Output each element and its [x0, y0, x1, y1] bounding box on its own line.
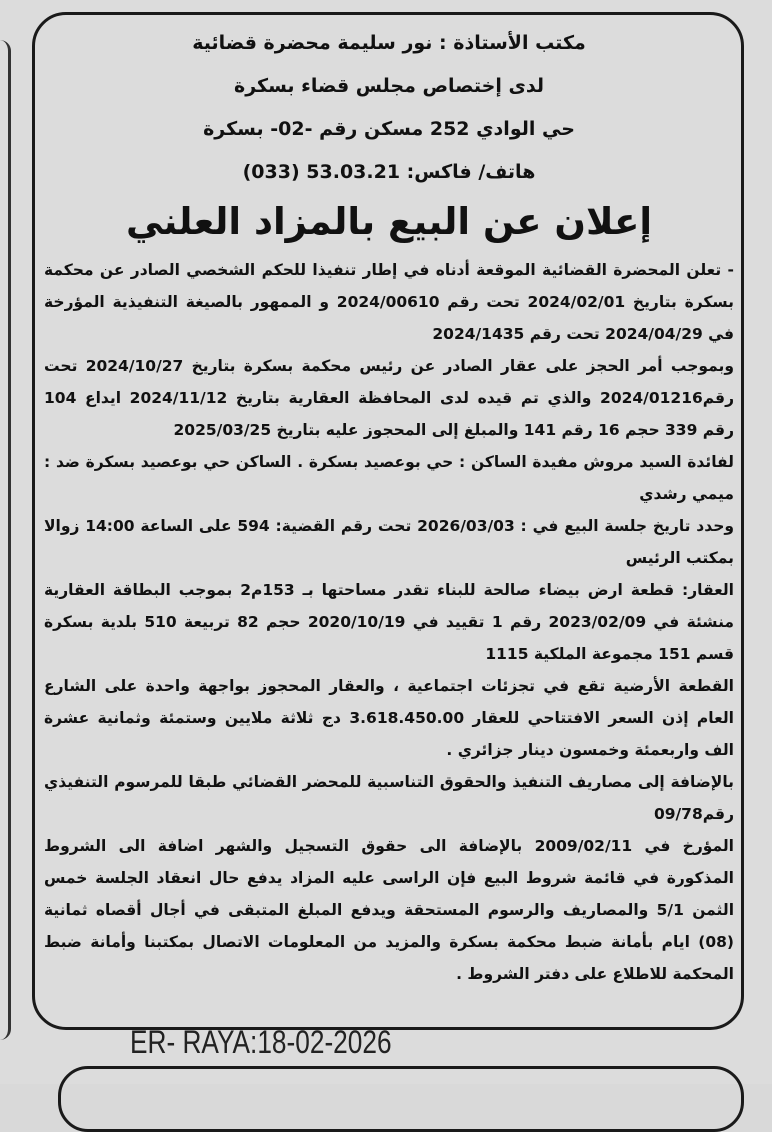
paragraph-property: العقار: قطعة ارض بيضاء صالحة للبناء تقدر مساحتها بـ 153م2 بموجب البطاقة العقارية منشئة في 2023/02/09 رقم 1 تقييد في 2020/10/19 حجم 82 تربيعة 510 بلدية بسكرة قسم 151 مجموعة الملكية 1115 — [44, 581, 734, 663]
notice-body — [44, 254, 734, 990]
paragraph-sale-date: وحدد تاريخ جلسة البيع في : 2026/03/03 تحت رقم القضية: 594 على الساعة 14:00 زوالا بمكتب الرئيس — [44, 517, 734, 567]
paragraph-opening-price: القطعة الأرضية تقع في تجزئات اجتماعية ، والعقار المحجوز بواجهة واحدة على الشارع العام إذن السعر الافتتاحي للعقار 3.618.450.00 دج ثلاثة ملايين وستمئة وثمانية عشرة الف واربعمئة وخمسون دينار جزائري . — [44, 677, 734, 759]
next-notice-frame — [58, 1066, 744, 1132]
adjacent-ad-border — [0, 40, 11, 1040]
paragraph-judgment: - تعلن المحضرة القضائية الموقعة أدناه في إطار تنفيذا للحكم الشخصي الصادر عن محكمة بسكرة بتاريخ 2024/02/01 تحت رقم 2024/00610 و الممهور بالصيغة التنفيذية المؤرخة في 2024/04/29 تحت رقم 2024/1435 — [44, 261, 735, 343]
publication-reference: ER- RAYA:18-02-2026 — [130, 1024, 392, 1060]
office-address: حي الوادي 252 مسكن رقم -02- بسكرة — [203, 118, 575, 140]
office-phone: هاتف/ فاكس: 53.03.21 (033) — [242, 161, 536, 183]
jurisdiction: لدى إختصاص مجلس قضاء بسكرة — [234, 75, 544, 97]
office-header — [44, 22, 734, 194]
office-name: مكتب الأستاذة : نور سليمة محضرة قضائية — [192, 32, 586, 54]
paragraph-payment-terms: المؤرخ في 2009/02/11 بالإضافة الى حقوق التسجيل والشهر اضافة الى الشروط المذكورة في قائمة شروط البيع فإن الراسى عليه المزاد يدفع حال انعقاد الجلسة خمس الثمن 5/1 والمصاريف والرسوم المستحقة ويدفع المبلغ المتبقى في أجال أقصاه ثمانية (08) ايام بأمانة ضبط محكمة بسكرة والمزيد من المعلومات الاتصال بمكتبنا وأمانة ضبط المحكمة للاطلاع على دفتر الشروط . — [44, 837, 735, 983]
paragraph-fees: بالإضافة إلى مصاريف التنفيذ والحقوق التناسبية للمحضر القضائي طبقا للمرسوم التنفيذي رقم09/78 — [44, 773, 734, 823]
paragraph-parties: لفائدة السيد مروش مفيدة الساكن : حي بوعصيد بسكرة . الساكن حي بوعصيد بسكرة ضد : ميمي رشدي — [44, 453, 734, 503]
auction-notice — [44, 22, 734, 990]
paragraph-seizure-order: وبموجب أمر الحجز على عقار الصادر عن رئيس محكمة بسكرة بتاريخ 2024/10/27 تحت رقم2024/01216 والذي تم قيده لدى المحافظة العقارية بتاريخ 2024/11/12 ايداع 104 رقم 339 حجم 16 رقم 141 والمبلغ إلى المحجوز عليه بتاريخ 2025/03/25 — [44, 357, 735, 439]
notice-title: إعلان عن البيع بالمزاد العلني — [125, 200, 653, 243]
